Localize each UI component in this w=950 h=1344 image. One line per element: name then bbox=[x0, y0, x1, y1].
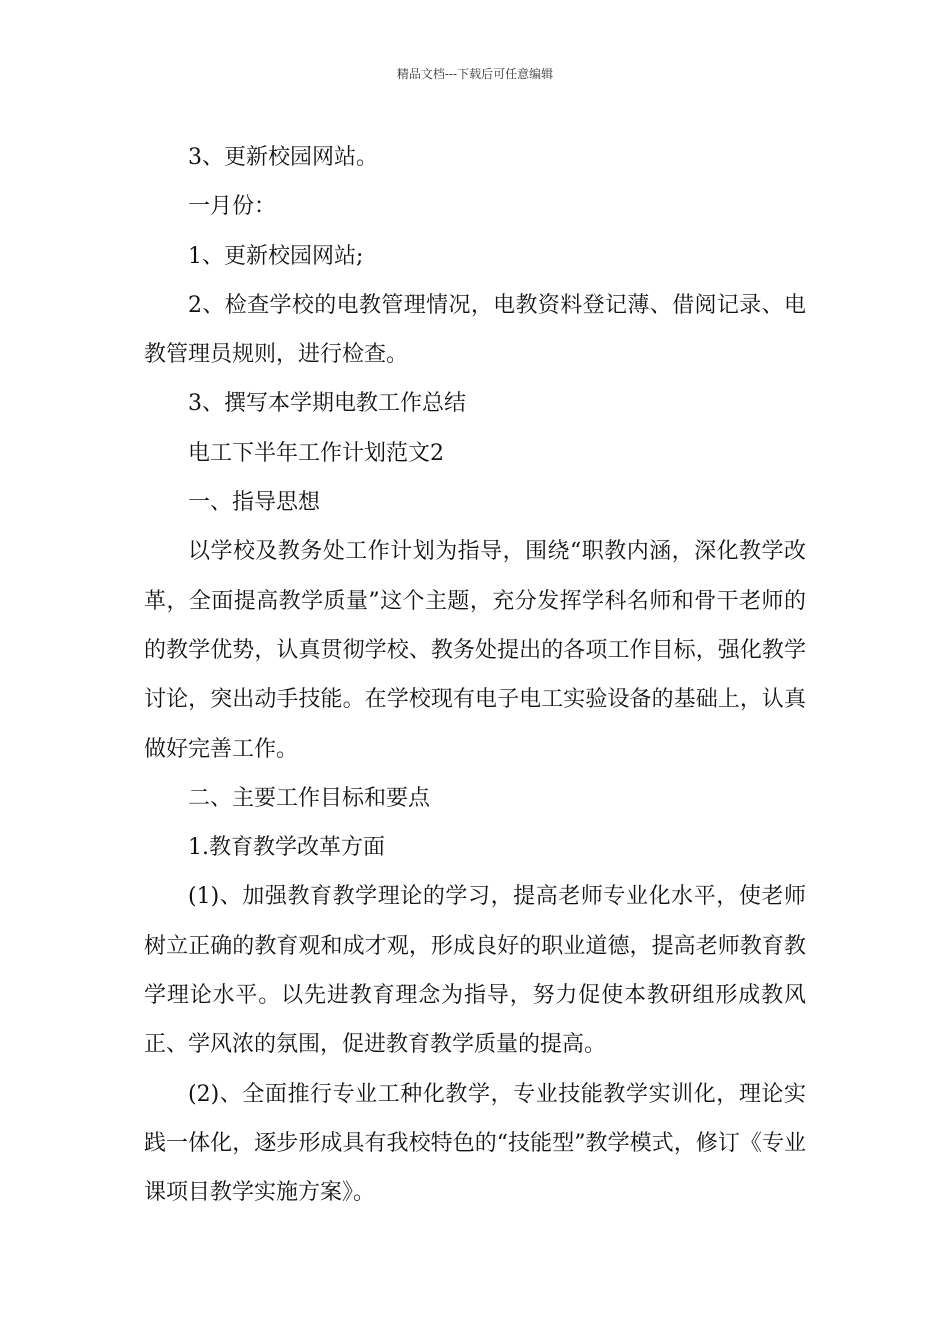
paragraph: 3、撰写本学期电教工作总结 bbox=[188, 391, 466, 417]
section-heading: 二、主要工作目标和要点 bbox=[188, 785, 431, 811]
document-body bbox=[144, 133, 806, 1218]
section-heading: 一、指导思想 bbox=[188, 490, 321, 516]
paragraph: 3、更新校园网站。 bbox=[188, 145, 378, 170]
page-header: 精品文档---下载后可任意编辑 bbox=[396, 67, 554, 81]
paragraph: (1)、加强教育教学理论的学习，提高老师专业化水平，使老师树立正确的教育观和成才观，形成良好的职业道德，提高老师教育教学理论水平。以先进教育理念为指导，努力促使本教研组形成教风正、学风浓的氛围，促进教育教学质量的提高。 bbox=[144, 884, 806, 1058]
section-title: 电工下半年工作计划范文2 bbox=[188, 440, 444, 466]
paragraph: 一月份： bbox=[188, 194, 277, 220]
paragraph: (2)、全面推行专业工种化教学，专业技能教学实训化，理论实践一体化，逐步形成具有我校特色的“技能型”教学模式，修订《专业课项目教学实施方案》。 bbox=[144, 1081, 806, 1206]
subsection-heading: 1.教育教学改革方面 bbox=[188, 835, 385, 861]
paragraph: 1、更新校园网站; bbox=[188, 243, 364, 269]
paragraph: 以学校及教务处工作计划为指导，围绕“职教内涵，深化教学改革，全面提高教学质量”这个主题，充分发挥学科名师和骨干老师的的教学优势，认真贯彻学校、教务处提出的各项工作目标，强化教学讨论，突出动手技能。在学校现有电子电工实验设备的基础上，认真做好完善工作。 bbox=[144, 539, 806, 762]
paragraph: 2、检查学校的电教管理情况，电教资料登记薄、借阅记录、电教管理员规则，进行检查。 bbox=[144, 292, 806, 368]
